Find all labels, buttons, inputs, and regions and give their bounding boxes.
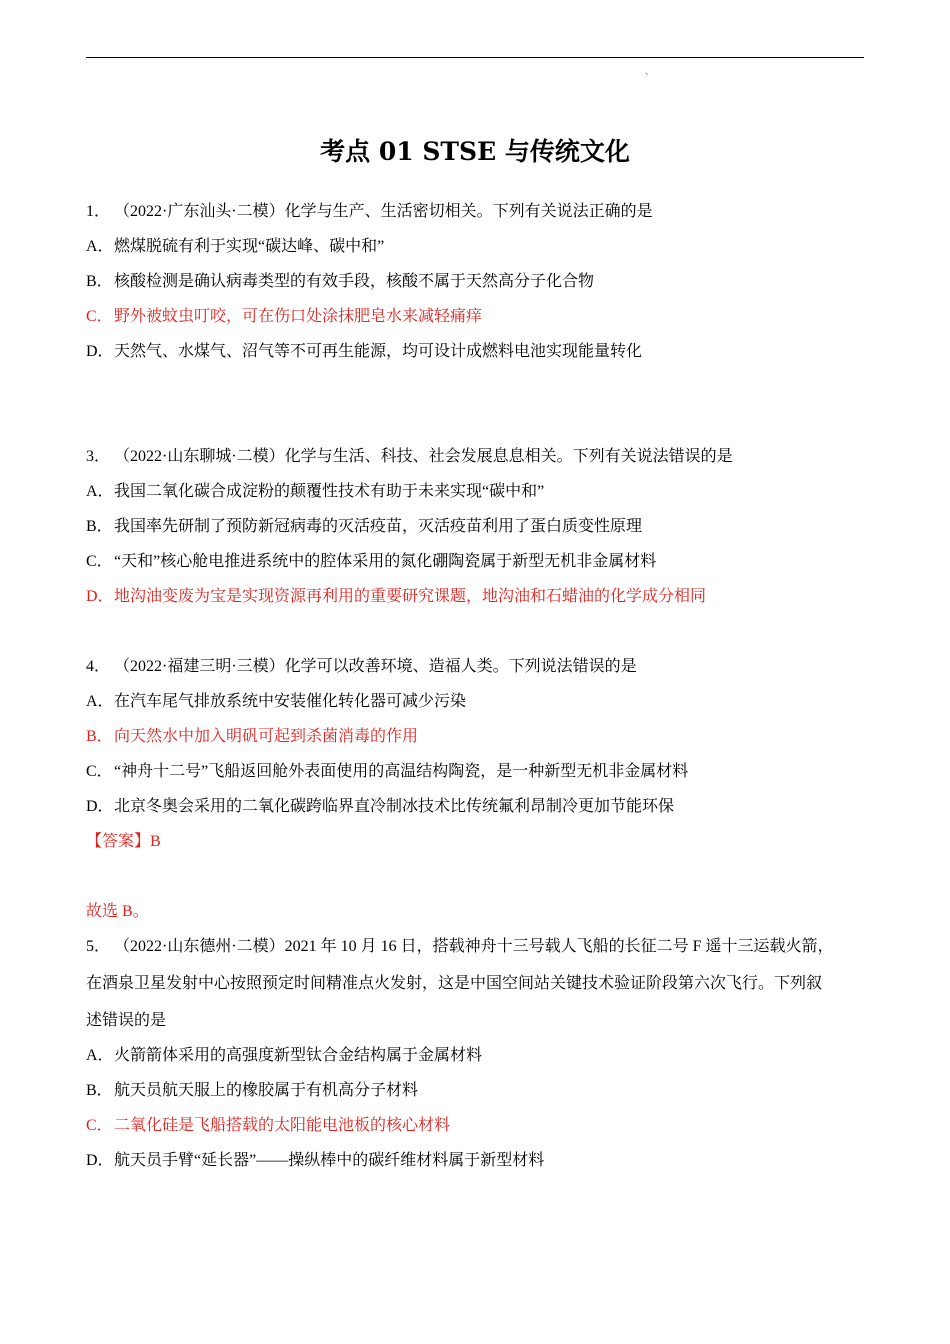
question-3-option-a: A．我国二氧化碳合成淀粉的颠覆性技术有助于未来实现“碳中和”: [86, 483, 545, 500]
header-marker: 、: [645, 66, 655, 76]
question-4-option-a: A．在汽车尾气排放系统中安装催化转化器可减少污染: [86, 693, 467, 710]
question-1-option-c-correct: C．野外被蚊虫叮咬，可在伤口处涂抹肥皂水来减轻痛痒: [86, 308, 483, 325]
question-5-option-d: D．航天员手臂“延长器”——操纵棒中的碳纤维材料属于新型材料: [86, 1152, 545, 1169]
question-4-answer: 【答案】B: [86, 833, 161, 850]
question-5-option-c-correct: C．二氧化硅是飞船搭载的太阳能电池板的核心材料: [86, 1117, 451, 1134]
question-1-option-a: A．燃煤脱硫有利于实现“碳达峰、碳中和”: [86, 238, 385, 255]
page-title: 考点 01 STSE 与传统文化: [320, 137, 630, 166]
question-3-option-d-correct: D．地沟油变废为宝是实现资源再利用的重要研究课题，地沟油和石蜡油的化学成分相同: [86, 588, 707, 605]
question-4-conclusion: 故选 B。: [86, 903, 149, 920]
question-3-stem: 3． （2022·山东聊城·二模）化学与生活、科技、社会发展息息相关。下列有关说法错误的是: [86, 448, 733, 465]
question-5-option-a: A．火箭箭体采用的高强度新型钛合金结构属于金属材料: [86, 1047, 483, 1064]
question-5-stem-line-1: 5． （2022·山东德州·二模）2021 年 10 月 16 日，搭载神舟十三号载人飞船的长征二号 F 遥十三运载火箭，: [86, 938, 834, 955]
question-4-option-c: C．“神舟十二号”飞船返回舱外表面使用的高温结构陶瓷，是一种新型无机非金属材料: [86, 763, 689, 780]
question-3-option-c: C．“天和”核心舱电推进系统中的腔体采用的氮化硼陶瓷属于新型无机非金属材料: [86, 553, 657, 570]
question-5-stem-line-2: 在酒泉卫星发射中心按照预定时间精准点火发射，这是中国空间站关键技术验证阶段第六次飞行。下列叙: [86, 975, 823, 992]
question-5-option-b: B．航天员航天服上的橡胶属于有机高分子材料: [86, 1082, 419, 1099]
question-1-option-d: D．天然气、水煤气、沼气等不可再生能源，均可设计成燃料电池实现能量转化: [86, 343, 643, 360]
question-5-stem-line-3: 述错误的是: [86, 1012, 167, 1029]
question-3-option-b: B．我国率先研制了预防新冠病毒的灭活疫苗，灭活疫苗利用了蛋白质变性原理: [86, 518, 643, 535]
question-4-option-b-correct: B．向天然水中加入明矾可起到杀菌消毒的作用: [86, 728, 419, 745]
question-4-option-d: D．北京冬奥会采用的二氧化碳跨临界直冷制冰技术比传统氟利昂制冷更加节能环保: [86, 798, 675, 815]
header-rule: [86, 57, 864, 58]
question-1-stem: 1． （2022·广东汕头·二模）化学与生产、生活密切相关。下列有关说法正确的是: [86, 203, 653, 220]
question-4-stem: 4． （2022·福建三明·三模）化学可以改善环境、造福人类。下列说法错误的是: [86, 658, 637, 675]
question-1-option-b: B．核酸检测是确认病毒类型的有效手段，核酸不属于天然高分子化合物: [86, 273, 595, 290]
